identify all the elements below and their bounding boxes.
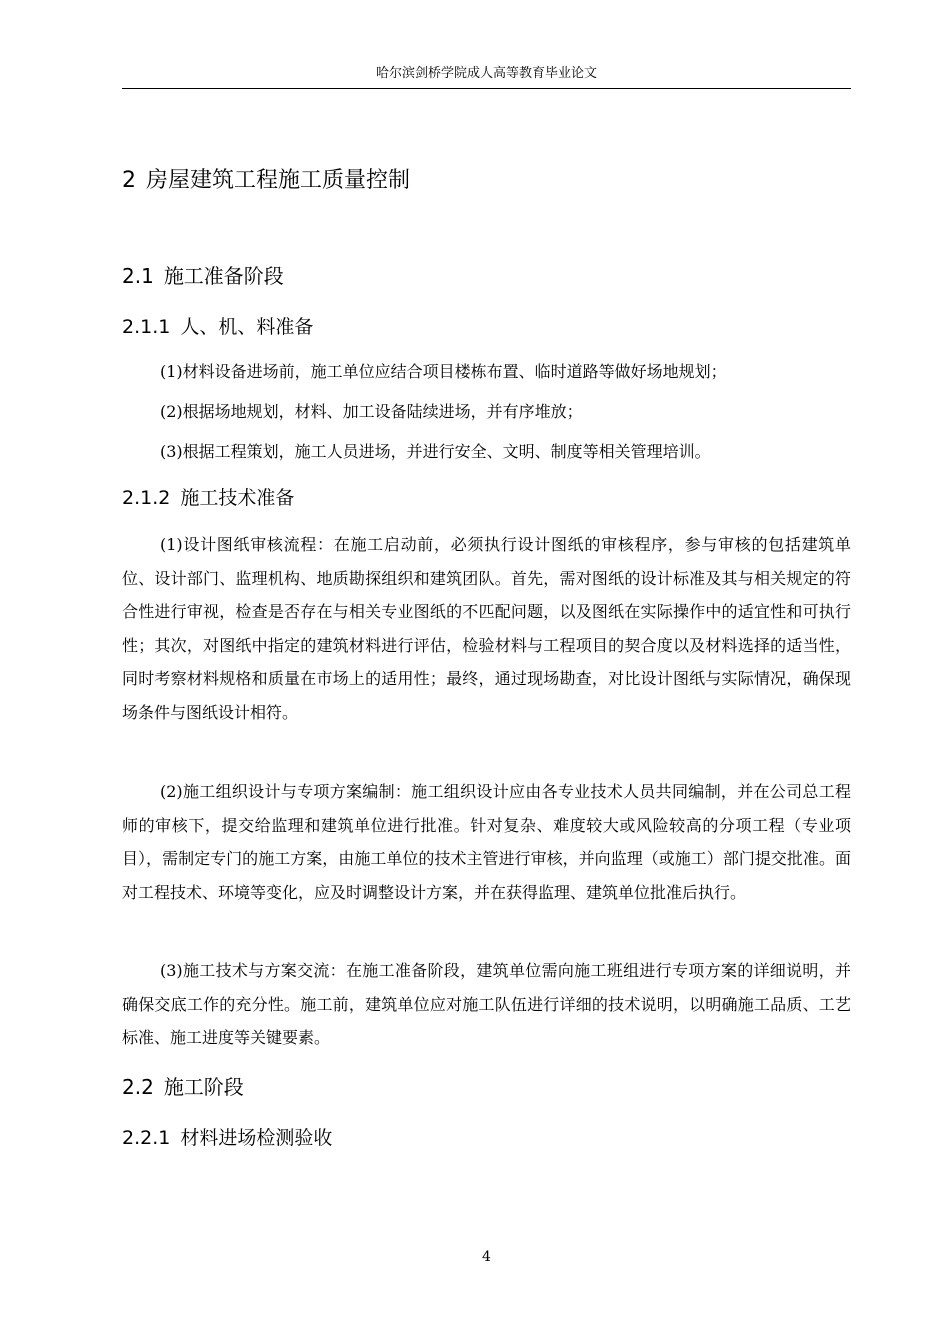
section-number: 2.1 bbox=[122, 264, 154, 288]
section-title: 施工准备阶段 bbox=[163, 264, 284, 288]
body-paragraph: (1)设计图纸审核流程：在施工启动前，必须执行设计图纸的审核程序，参与审核的包括建筑单位、设计部门、监理机构、地质勘探组织和建筑团队。首先，需对图纸的设计标准及其与相关规定的符合性进行审视，检查是否存在与相关专业图纸的不匹配问题，以及图纸在实际操作中的适宜性和可执行性；其次，对图纸中指定的建筑材料进行评估，检验材料与工程项目的契合度以及材料选择的适当性，同时考察材料规格和质量在市场上的适用性；最终，通过现场勘查，对比设计图纸与实际情况，确保现场条件与图纸设计相符。 bbox=[122, 535, 851, 722]
list-item: (1)材料设备进场前，施工单位应结合项目楼栋布置、临时道路等做好场地规划； bbox=[160, 362, 727, 381]
subsection-heading-2-1-2 bbox=[122, 485, 294, 511]
section-heading-2-2 bbox=[122, 1073, 244, 1101]
chapter-heading bbox=[122, 166, 410, 196]
chapter-number: 2 bbox=[122, 168, 136, 193]
section-heading-2-1 bbox=[122, 262, 284, 290]
page-header: 哈尔滨剑桥学院成人高等教育毕业论文 bbox=[375, 66, 597, 81]
subsection-heading-2-1-1 bbox=[122, 314, 313, 340]
chapter-title: 房屋建筑工程施工质量控制 bbox=[146, 168, 411, 193]
subsection-title: 施工技术准备 bbox=[180, 487, 295, 509]
body-paragraph: (3)施工技术与方案交流：在施工准备阶段，建筑单位需向施工班组进行专项方案的详细说明，并确保交底工作的充分性。施工前，建筑单位应对施工队伍进行详细的技术说明，以明确施工品质、工艺标准、施工进度等关键要素。 bbox=[122, 961, 851, 1047]
section-number: 2.2 bbox=[122, 1075, 154, 1099]
subsection-title: 人、机、料准备 bbox=[180, 316, 314, 338]
subsection-title: 材料进场检测验收 bbox=[180, 1127, 333, 1149]
page-number: 4 bbox=[482, 1249, 491, 1265]
list-item: (3)根据工程策划，施工人员进场，并进行安全、文明、制度等相关管理培训。 bbox=[160, 442, 711, 461]
subsection-number: 2.1.2 bbox=[122, 487, 171, 509]
subsection-number: 2.1.1 bbox=[122, 316, 171, 338]
subsection-number: 2.2.1 bbox=[122, 1127, 171, 1149]
body-paragraph: (2)施工组织设计与专项方案编制：施工组织设计应由各专业技术人员共同编制，并在公司总工程师的审核下，提交给监理和建筑单位进行批准。针对复杂、难度较大或风险较高的分项工程（专业项目），需制定专门的施工方案，由施工单位的技术主管进行审核，并向监理（或施工）部门提交批准。面对工程技术、环境等变化，应及时调整设计方案，并在获得监理、建筑单位批准后执行。 bbox=[122, 782, 851, 902]
section-title: 施工阶段 bbox=[163, 1075, 244, 1099]
list-item: (2)根据场地规划，材料、加工设备陆续进场，并有序堆放； bbox=[160, 402, 583, 421]
header-divider bbox=[122, 88, 851, 89]
subsection-heading-2-2-1 bbox=[122, 1125, 332, 1151]
